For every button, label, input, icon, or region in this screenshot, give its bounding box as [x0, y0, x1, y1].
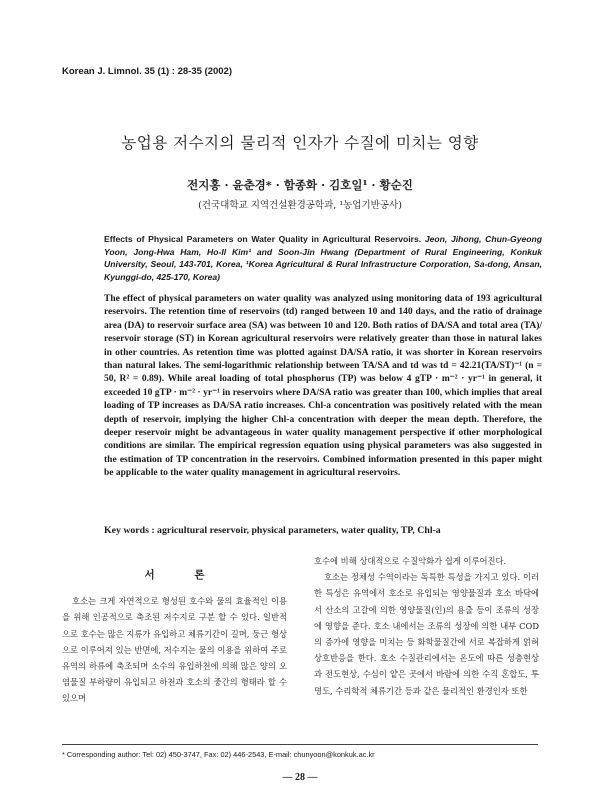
left-column-paragraph: 호소는 크게 자연적으로 형성된 호수와 물의 효율적인 이용을 위해 인공적으로 축조된 저수지로 구분 할 수 있다. 일반적으로 호수는 많은 지류가 유입하고 체류기간이 길며, 둥근 형상으로 이루어져 있는 반면에, 저수지는 물의 이용을 위하여 주로 유역의 하류에 축조되며 소수의 유입하천에 의해 많은 양의 오염물질 부하량이 유입되고 하천과 호소의 중간의 형태라 할 수 있으며: [62, 596, 287, 704]
footnote: * Corresponding author: Tel: 02) 450-3747, Fax: 02) 446-2543, E-mail: chunyoon@konkuk.ac.kr: [62, 750, 375, 759]
author-affiliation: (건국대학교 지역건설환경공학과, ¹농업기반공사): [198, 200, 402, 211]
left-column: [62, 553, 287, 707]
english-title: Effects of Physical Parameters on Water Quality in Agricultural Reservoirs.: [104, 234, 422, 244]
english-authors-affiliation: Jeon, Jihong, Chun-Gyeong Yoon, Jong-Hwa Ham, Ho-Il Kim¹ and Soon-Jin Hwang (Department of Rural Engineering, Konkuk University, Seoul, 143-701, Korea, ¹Korea Agricultural & Rural Infrastructure Corporation, Sa-dong, Ansan, Kyunggi-do, 425-170, Korea): [104, 234, 542, 282]
section-heading: 서 론: [144, 569, 223, 581]
author-list: 전지홍 · 윤춘경* · 함종화 · 김호일¹ · 황순진: [187, 178, 413, 192]
journal-citation: Korean J. Limnol. 35 (1) : 28-35 (2002): [62, 66, 233, 77]
right-column-paragraph-1: 호수에 비해 상대적으로 수질악화가 쉽게 이루어진다.: [314, 556, 507, 566]
abstract: The effect of physical parameters on water quality was analyzed using monitoring data of 193 agricultural reservoirs. The retention time of reservoirs (td) ranged between 10 and 140 days, and the ratio of drainage area (DA) to reservoir surface area (SA) was between 10 and 120. Both ratios of DA/SA and total area (TA)/ reservoir storage (ST) in Korean agricultural reservoirs were relatively greater than those in natural lakes in other countries. As retention time was plotted against DA/SA ratio, it was shorter in Korean reservoirs than natural lakes. The semi-logarithmic relationship between TA/SA and td was td = 42.21(TA/ST)⁻¹ (n = 50, R² = 0.89). While areal loading of total phosphorus (TP) was below 4 gTP · m⁻² · yr⁻¹ in general, it exceeded 10 gTP · m⁻² · yr⁻¹ in reservoirs where DA/SA ratio was greater than 100, which implies that areal loading of TP increases as DA/SA ratio increases. Chl-a concentration was positively related with the mean depth of reservoir, implying the higher Chl-a concentration with deeper the mean depth. Therefore, the deeper reservoir might be advantageous in water quality management perspective if other morphological conditions are similar. The empirical regression equation using physical parameters was also suggested in the estimation of TP concentration in the reservoirs. Combined information presented in this paper might be applicable to the water quality management in agricultural reservoirs.: [104, 294, 542, 479]
footnote-divider: [62, 744, 538, 745]
right-column: [314, 553, 539, 699]
english-title-block: [104, 233, 542, 283]
right-column-paragraph-2: 호소는 정체성 수역이라는 독특한 특성을 가지고 있다. 이러한 특성은 유역에서 호소로 유입되는 영양물질과 호소 바닥에서 산소의 고갈에 의한 영양물질(인)의 용출 등이 조류의 성장에 영향을 준다. 호소 내에서는 조류의 성장에 의한 내부 COD의 증가에 영향을 미치는 등 화학물질간에 서로 복잡하게 얽혀 상호반응을 한다. 호소 수질관리에서는 온도에 따른 성층현상과 전도현상, 수심이 얕은 곳에서 바람에 의한 수직 혼합도, 투명도, 수리학적 체류기간 등과 같은 물리적인 환경인자 또한: [314, 572, 539, 696]
page-number: — 28 —: [282, 772, 318, 783]
keywords: Key words : agricultural reservoir, physical parameters, water quality, TP, Chl-a: [104, 525, 441, 536]
paper-title: 농업용 저수지의 물리적 인자가 수질에 미치는 영향: [121, 134, 479, 152]
